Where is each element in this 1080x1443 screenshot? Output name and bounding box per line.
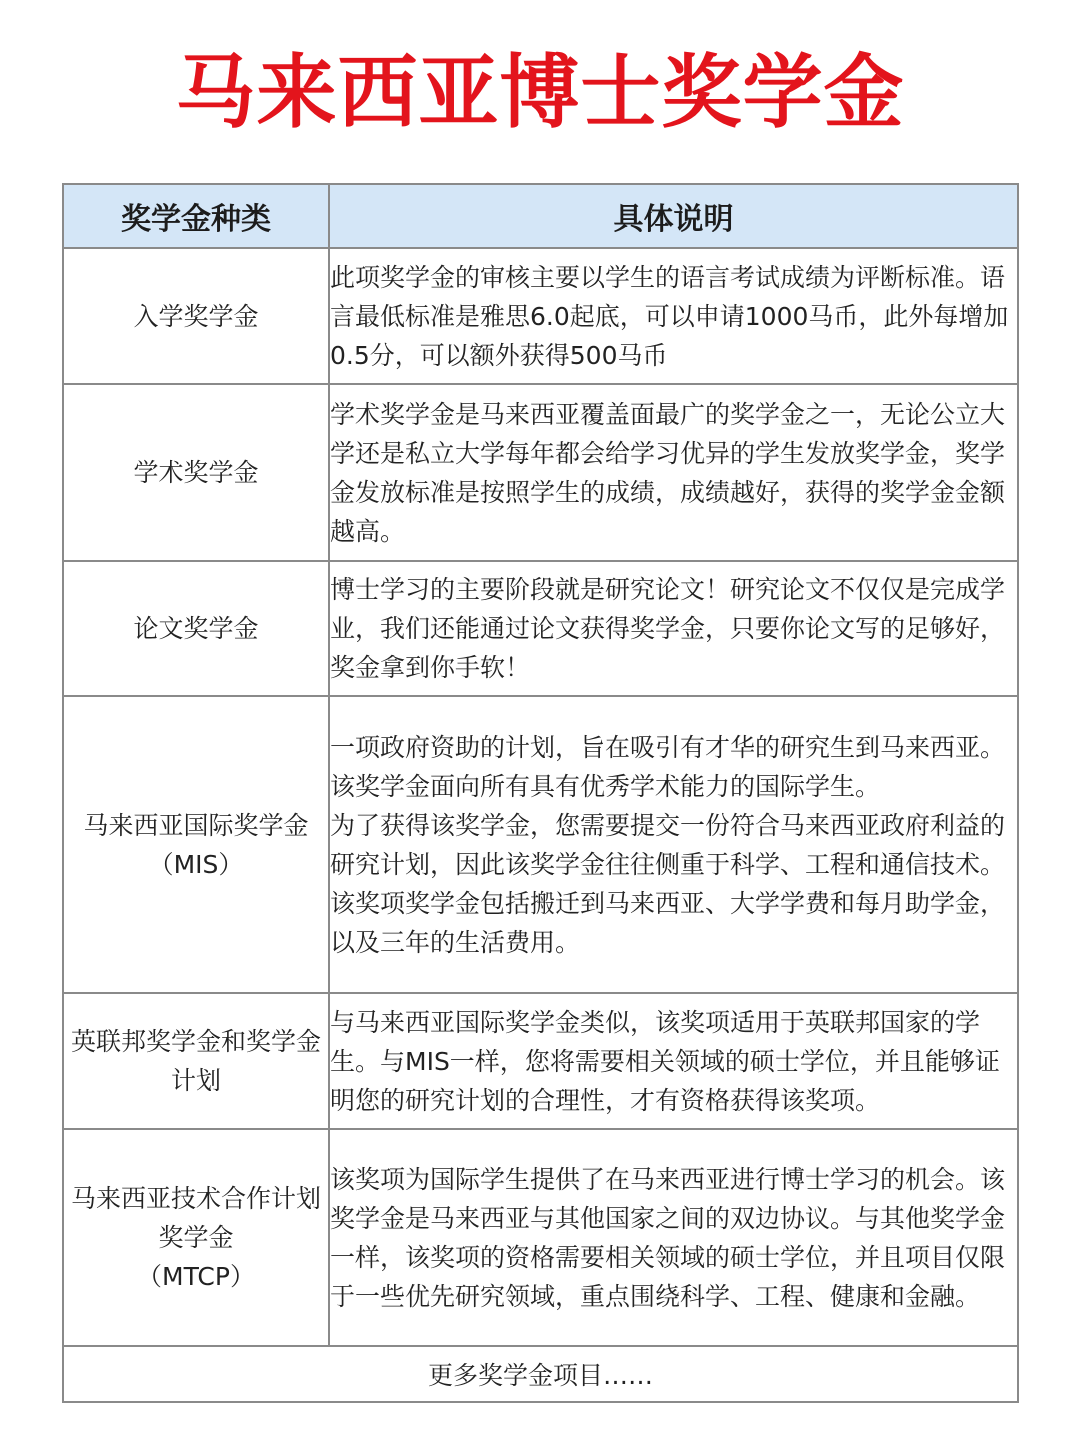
description-paragraph: 一项政府资助的计划，旨在吸引有才华的研究生到马来西亚。该奖学金面向所有具有优秀学术能力的国际学生。: [330, 732, 1006, 801]
header-type: 奖学金种类: [63, 184, 329, 248]
description-paragraph: 与马来西亚国际奖学金类似，该奖项适用于英联邦国家的学生。与MIS一样，您将需要相关领域的硕士学位，并且能够证明您的研究计划的合理性，才有资格获得该奖项。: [330, 1007, 1000, 1115]
table-row: [63, 696, 1018, 993]
scholarship-type-line: 马来西亚国际奖学金: [83, 810, 309, 840]
scholarship-type-abbr: （MIS）: [148, 849, 244, 879]
table-header-row: [63, 184, 1018, 248]
scholarship-table: [62, 183, 1019, 1403]
header-description: 具体说明: [329, 184, 1018, 248]
more-scholarships-note: 更多奖学金项目……: [63, 1346, 1018, 1402]
description-paragraph: 博士学习的主要阶段就是研究论文！研究论文不仅仅是完成学业，我们还能通过论文获得奖学金，只要你论文写的足够好，奖金拿到你手软！: [330, 575, 1006, 682]
description-paragraph: 学术奖学金是马来西亚覆盖面最广的奖学金之一，无论公立大学还是私立大学每年都会给学习优异的学生发放奖学金，奖学金发放标准是按照学生的成绩，成绩越好，获得的奖学金金额越高。: [330, 399, 1006, 546]
table-row: [63, 993, 1018, 1129]
scholarship-type: [63, 248, 329, 384]
description-paragraph: 该奖项奖学金包括搬迁到马来西亚、大学学费和每月助学金，以及三年的生活费用。: [330, 888, 1006, 957]
scholarship-type-line: 入学奖学金: [133, 301, 259, 331]
page-title: 马来西亚博士奖学金: [175, 46, 905, 139]
scholarship-description: [329, 696, 1018, 993]
table-row: [63, 248, 1018, 384]
description-paragraph: 该奖项为国际学生提供了在马来西亚进行博士学习的机会。该奖学金是马来西亚与其他国家之间的双边协议。与其他奖学金一样，该奖项的资格需要相关领域的硕士学位，并且项目仅限于一些优先研究领域，重点围绕科学、工程、健康和金融。: [330, 1164, 1006, 1311]
scholarship-type-line: 英联邦奖学金和奖学金计划: [70, 1027, 321, 1095]
scholarship-description: [329, 561, 1018, 696]
table-row: [63, 384, 1018, 561]
scholarship-type-abbr: （MTCP）: [137, 1262, 255, 1291]
scholarship-type: [63, 696, 329, 993]
scholarship-description: [329, 993, 1018, 1129]
scholarship-type: [63, 993, 329, 1129]
scholarship-type: [63, 384, 329, 561]
table-row: [63, 1129, 1018, 1346]
description-paragraph: 为了获得该奖学金，您需要提交一份符合马来西亚政府利益的研究计划，因此该奖学金往往侧重于科学、工程和通信技术。: [330, 810, 1006, 879]
scholarship-type-line: 论文奖学金: [133, 614, 259, 643]
scholarship-type: [63, 1129, 329, 1346]
table-footer-row: [63, 1346, 1018, 1402]
scholarship-description: [329, 384, 1018, 561]
scholarship-type: [63, 561, 329, 696]
description-paragraph: 此项奖学金的审核主要以学生的语言考试成绩为评断标准。语言最低标准是雅思6.0起底，可以申请1000马币，此外每增加0.5分，可以额外获得500马币: [330, 262, 1009, 370]
scholarship-type-line: 学术奖学金: [133, 458, 259, 487]
table-row: [63, 561, 1018, 696]
scholarship-description: [329, 248, 1018, 384]
scholarship-description: [329, 1129, 1018, 1346]
scholarship-type-line: 马来西亚技术合作计划奖学金: [70, 1184, 321, 1252]
